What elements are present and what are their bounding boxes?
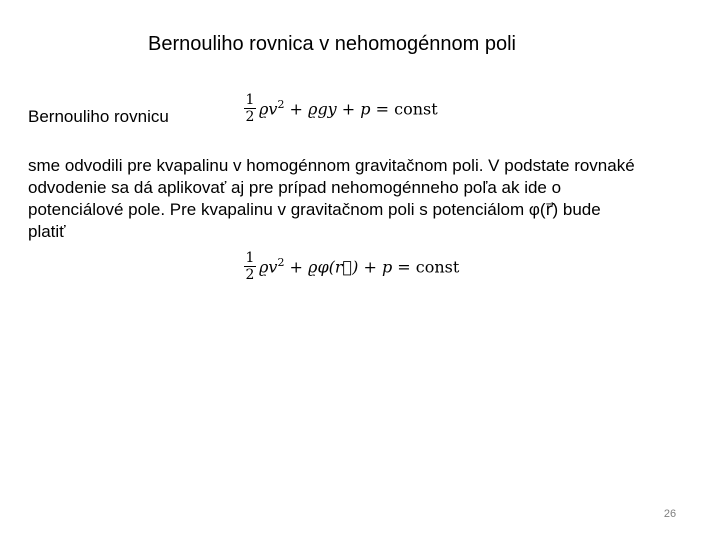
formula-exponent: 2 xyxy=(277,256,285,270)
formula-expression xyxy=(259,256,459,276)
body-line: odvodenie sa dá aplikovať aj pre prípad nehomogénneho poľa ak ide o xyxy=(28,178,562,197)
formula-expression xyxy=(259,98,438,118)
bernoulli-formula-homogeneous xyxy=(244,92,438,125)
bernoulli-formula-nonhomogeneous xyxy=(244,250,459,283)
fraction-numerator: 1 xyxy=(245,250,255,266)
formula-remainder: + ϱφ(r⃗) + p = xyxy=(284,257,416,277)
fraction-one-half xyxy=(244,92,256,125)
intro-label: Bernouliho rovnicu xyxy=(28,107,169,126)
body-line: potenciálové pole. Pre kvapalinu v gravitačnom poli s potenciálom φ(r⃗) bude xyxy=(28,200,601,219)
fraction-denominator: 2 xyxy=(245,109,255,125)
formula-const: const xyxy=(394,99,438,119)
formula-const: const xyxy=(415,257,460,277)
body-paragraph xyxy=(28,155,668,243)
fraction-numerator: 1 xyxy=(245,92,255,108)
page-number: 26 xyxy=(663,508,677,520)
slide-title: Bernouliho rovnica v nehomogénnom poli xyxy=(147,33,516,55)
formula-remainder: + ϱgy + p = xyxy=(284,99,395,119)
body-line: sme odvodili pre kvapalinu v homogénnom gravitačnom poli. V podstate rovnaké xyxy=(28,156,635,175)
formula-exponent: 2 xyxy=(277,98,285,112)
body-line: platiť xyxy=(28,222,66,241)
fraction-one-half xyxy=(244,250,256,283)
formula-density-velocity: ϱv xyxy=(259,99,278,119)
fraction-denominator: 2 xyxy=(245,267,255,283)
formula-density-velocity: ϱv xyxy=(259,257,278,277)
